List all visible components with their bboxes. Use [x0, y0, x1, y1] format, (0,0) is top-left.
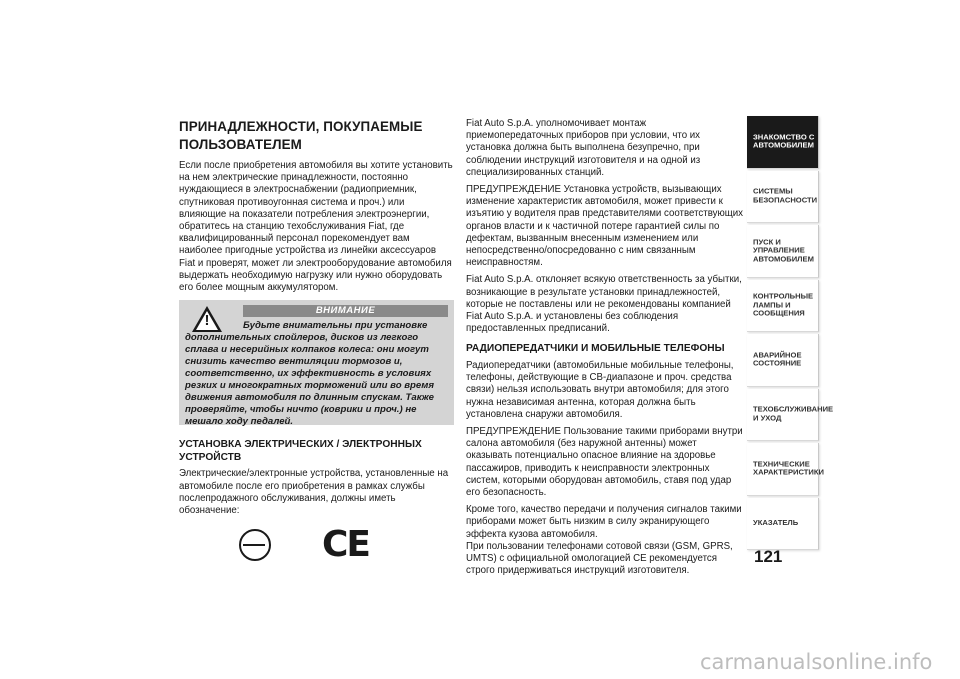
tab-index[interactable]: УКАЗАТЕЛЬ	[747, 498, 819, 551]
tab-safety[interactable]: СИСТЕМЫ БЕЗОПАСНОСТИ	[747, 171, 819, 224]
tab-technical-specs[interactable]: ТЕХНИЧЕСКИЕ ХАРАКТЕРИСТИКИ	[747, 443, 819, 496]
accessories-paragraph: Если после приобретения автомобиля вы хотите установить на нем электрические принадлежности, постоянно нуждающиеся в электроснабжении (радиоприемник, спутниковая противоугонная система и проч.) или влияющие на показатели потребления электроэнергии, обратитесь на станцию техобслуживания Fiat, где квалифицированный персонал порекомендует вам наиболее пригодные устройства из линейки аксессуаров Fiat и проверят, может ли электрооборудование автомобиля выдержать необходимую нагрузку или нужно оборудовать его более мощным аккумулятором.	[179, 160, 453, 294]
warning-text: Будьте внимательны при установке дополнительных спойлеров, дисков из легкого сплава и несерийных колпаков колеса: они могут снизить качество вентиляции тормозов и, соответственно, их эффективность в условиях резких и многократных торможений или во время движения автомобиля по длинным спускам. Также проверяйте, чтобы ничто (коврики и проч.) не мешало ходу педалей.	[185, 320, 435, 428]
ce-mark-icon: CE	[322, 524, 370, 566]
warning-box	[179, 300, 454, 428]
electrical-paragraph: Электрические/электронные устройства, установленные на автомобиле после его приобретения в рамках службы послепродажного обслуживания, должны иметь обозначение:	[179, 468, 449, 517]
section-heading-radio: РАДИОПЕРЕДАТЧИКИ И МОБИЛЬНЫЕ ТЕЛЕФОНЫ	[466, 343, 725, 355]
paragraph-warning-health: ПРЕДУПРЕЖДЕНИЕ Пользование такими приборами внутри салона автомобиля (без наружной антенны) может оказывать потенциально опасное влияние на здоровье пассажиров, приводить к неисправности электронных систем, которыми оборудован автомобиль, ставя под удар его безопасность.	[466, 426, 743, 499]
paragraph-signal-quality: Кроме того, качество передачи и получения сигналов такими приборами может быть низким в силу экранирующего эффекта кузова автомобиля.	[466, 504, 742, 540]
right-column	[466, 118, 743, 583]
left-column	[179, 118, 454, 573]
paragraph-authorization: Fiat Auto S.p.A. уполномочивает монтаж приемопередаточных приборов при условии, что их установка должна быть выполнена безупречно, при соблюдении инструкций изготовителя и на одной из специализированных станций.	[466, 118, 701, 178]
tab-warning-lights[interactable]: КОНТРОЛЬНЫЕ ЛАМПЫ И СООБЩЕНИЯ	[747, 280, 819, 333]
tab-starting-driving[interactable]: ПУСК И УПРАВЛЕНИЕ АВТОМОБИЛЕМ	[747, 225, 819, 278]
tab-maintenance[interactable]: ТЕХОБСЛУЖИВАНИЕ И УХОД	[747, 389, 819, 442]
paragraph-warning-modifications: ПРЕДУПРЕЖДЕНИЕ Установка устройств, вызывающих изменение характеристик автомобиля, может привести к изъятию у водителя прав представителями соответствующих органов власти и к частичной потере гарантией силы по дефектам, вызванным внесенным изменением или непосредственно/опосредованно с ним связанным неисправностям.	[466, 184, 743, 269]
exclamation-icon: !	[204, 312, 210, 330]
tab-emergency[interactable]: АВАРИЙНОЕ СОСТОЯНИЕ	[747, 334, 819, 387]
section-heading-electrical: УСТАНОВКА ЭЛЕКТРИЧЕСКИХ / ЭЛЕКТРОННЫХ УСТРОЙСТВ	[179, 439, 422, 463]
paragraph-radio: Радиопередатчики (автомобильные мобильные телефоны, телефоны, действующие в CB-диапазоне и проч. средства связи) нельзя использовать внутри автомобиля; для этого нужна независимая антенна, которая должна быть установлена снаружи автомобиля.	[466, 360, 734, 420]
chapter-tabs	[747, 116, 834, 552]
paragraph-liability: Fiat Auto S.p.A. отклоняет всякую ответственность за убытки, возникающие в результате установки принадлежностей, которые не поставлены или не рекомендованы компанией Fiat Auto S.p.A. и установлены без соблюдения предоставленных предписаний.	[466, 274, 742, 335]
section-heading-accessories: ПРИНАДЛЕЖНОСТИ, ПОКУПАЕМЫЕ ПОЛЬЗОВАТЕЛЕМ	[179, 119, 423, 152]
compliance-marks	[179, 525, 454, 573]
page-number: 121	[754, 547, 783, 566]
warning-title: ВНИМАНИЕ	[243, 305, 448, 317]
tab-getting-to-know[interactable]: ЗНАКОМСТВО С АВТОМОБИЛЕМ	[747, 116, 819, 169]
watermark: carmanualsonline.info	[700, 650, 933, 674]
paragraph-cellular: При пользовании телефонами сотовой связи (GSM, GPRS, UMTS) с официальной омологацией СЕ рекомендуется строго придерживаться инструкций изготовителя.	[466, 540, 733, 577]
